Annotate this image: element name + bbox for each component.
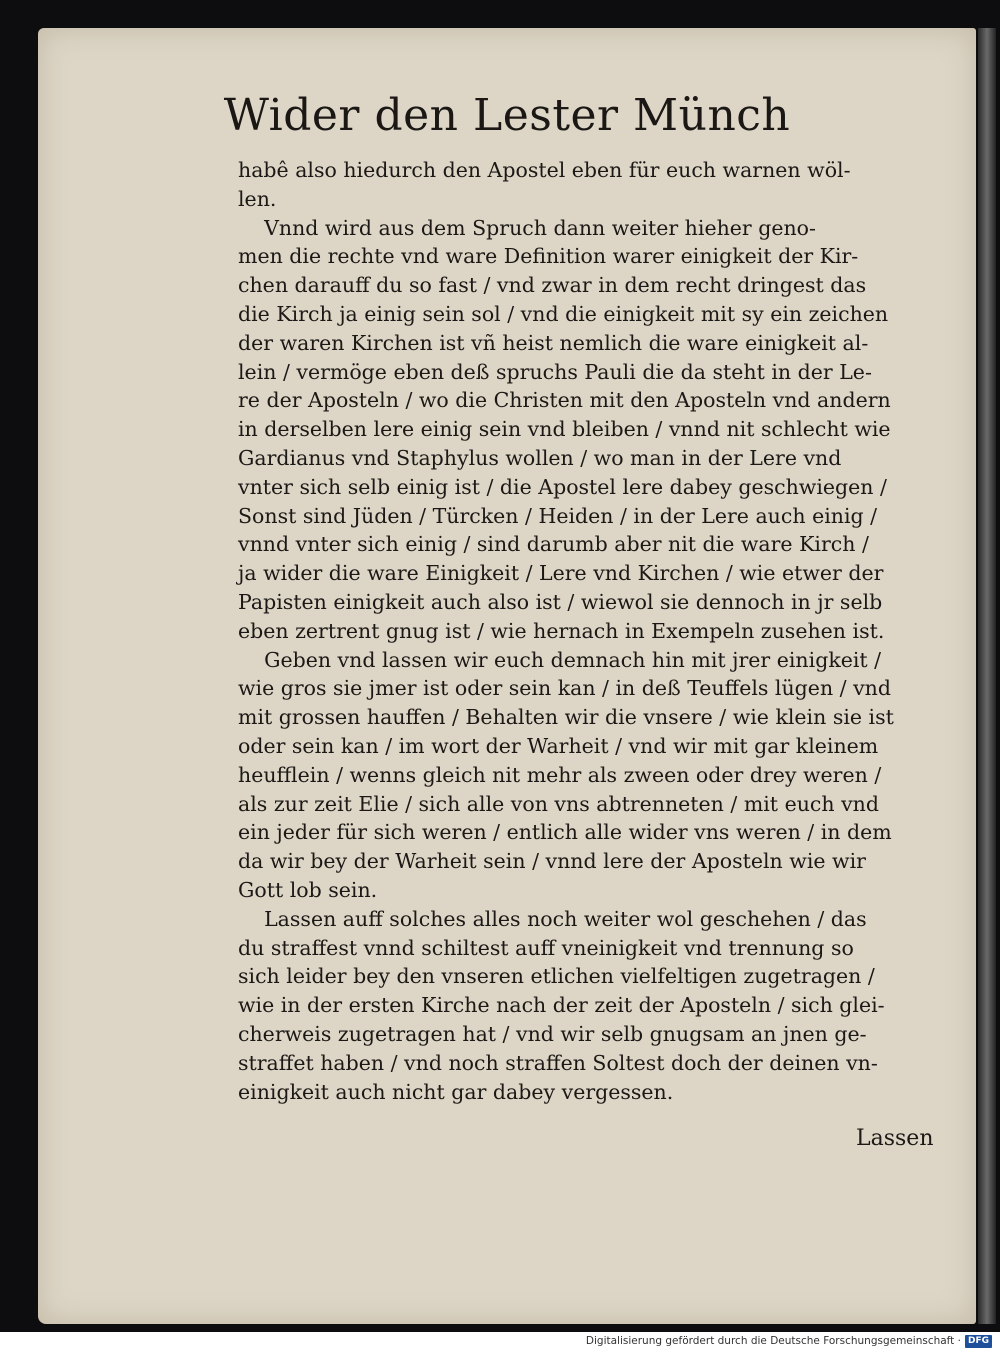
footer-credit: Digitalisierung gefördert durch die Deutsche Forschungsgemeinschaft · <box>585 1335 961 1347</box>
dfg-logo: DFG <box>965 1335 992 1348</box>
text-line: der waren Kirchen ist vñ heist nemlich die ware einigkeit al- <box>238 330 869 355</box>
text-line: du straffest vnnd schiltest auff vneinigkeit vnd trennung so <box>238 935 854 960</box>
text-line: wie gros sie jmer ist oder sein kan / in deß Teuffels lügen / vnd <box>238 676 891 701</box>
text-line: sich leider bey den vnseren etlichen vielfeltigen zugetragen / <box>238 964 875 989</box>
text-line: vnter sich selb einig ist / die Apostel lere dabey geschwiegen / <box>238 474 887 499</box>
text-line: lein / vermöge eben deß spruchs Pauli die da steht in der Le- <box>238 359 872 384</box>
text-line: Sonst sind Jüden / Türcken / Heiden / in der Lere auch einig / <box>238 503 878 528</box>
text-line: habê also hiedurch den Apostel eben für euch warnen wöl- <box>238 158 851 182</box>
text-line: Lassen auff solches alles noch weiter wol geschehen / das <box>238 906 867 931</box>
text-line: cherweis zugetragen hat / vnd wir selb gnugsam an jnen ge- <box>238 1021 867 1046</box>
digitization-footer <box>586 1334 992 1348</box>
text-line: len. <box>238 186 277 211</box>
text-line: die Kirch ja einig sein sol / vnd die einigkeit mit sy ein zeichen <box>238 301 889 326</box>
text-line: ein jeder für sich weren / entlich alle wider vns weren / in dem <box>238 820 892 845</box>
text-line: chen darauff du so fast / vnd zwar in dem recht dringest das <box>238 273 867 298</box>
text-line: wie in der ersten Kirche nach der zeit der Aposteln / sich glei- <box>238 993 885 1018</box>
text-line: re der Aposteln / wo die Christen mit den Aposteln vnd andern <box>238 388 891 413</box>
text-line: Gott lob sein. <box>238 877 378 902</box>
text-line: Vnnd wird aus dem Spruch dann weiter hieher geno- <box>238 215 816 240</box>
document-page <box>38 28 976 1324</box>
text-line: da wir bey der Warheit sein / vnnd lere der Aposteln wie wir <box>238 849 866 874</box>
catchword: Lassen <box>856 1126 934 1151</box>
text-line: einigkeit auch nicht gar dabey vergessen. <box>238 1079 674 1104</box>
text-line: Gardianus vnd Staphylus wollen / wo man in der Lere vnd <box>238 445 842 470</box>
text-line: vnnd vnter sich einig / sind darumb aber nit die ware Kirch / <box>238 532 869 557</box>
text-line: mit grossen hauffen / Behalten wir die vnsere / wie klein sie ist <box>238 705 894 730</box>
text-line: Papisten einigkeit auch also ist / wiewol sie dennoch in jr selb <box>238 589 883 614</box>
book-spine <box>978 28 996 1324</box>
body-text <box>238 156 938 1106</box>
text-line: oder sein kan / im wort der Warheit / vnd wir mit gar kleinem <box>238 733 879 758</box>
text-line: Geben vnd lassen wir euch demnach hin mit jrer einigkeit / <box>238 647 882 672</box>
text-line: in derselben lere einig sein vnd bleiben / vnnd nit schlecht wie <box>238 417 891 442</box>
running-head: Wider den Lester Münch <box>223 90 791 141</box>
text-line: ja wider die ware Einigkeit / Lere vnd Kirchen / wie etwer der <box>238 561 884 586</box>
text-line: men die rechte vnd ware Definition warer einigkeit der Kir- <box>238 244 859 269</box>
text-line: eben zertrent gnug ist / wie hernach in Exempeln zusehen ist. <box>238 618 885 643</box>
text-line: heufflein / wenns gleich nit mehr als zween oder drey weren / <box>238 762 882 787</box>
text-line: straffet haben / vnd noch straffen Soltest doch der deinen vn- <box>238 1050 878 1075</box>
text-line: als zur zeit Elie / sich alle von vns abtrenneten / mit euch vnd <box>238 791 880 816</box>
